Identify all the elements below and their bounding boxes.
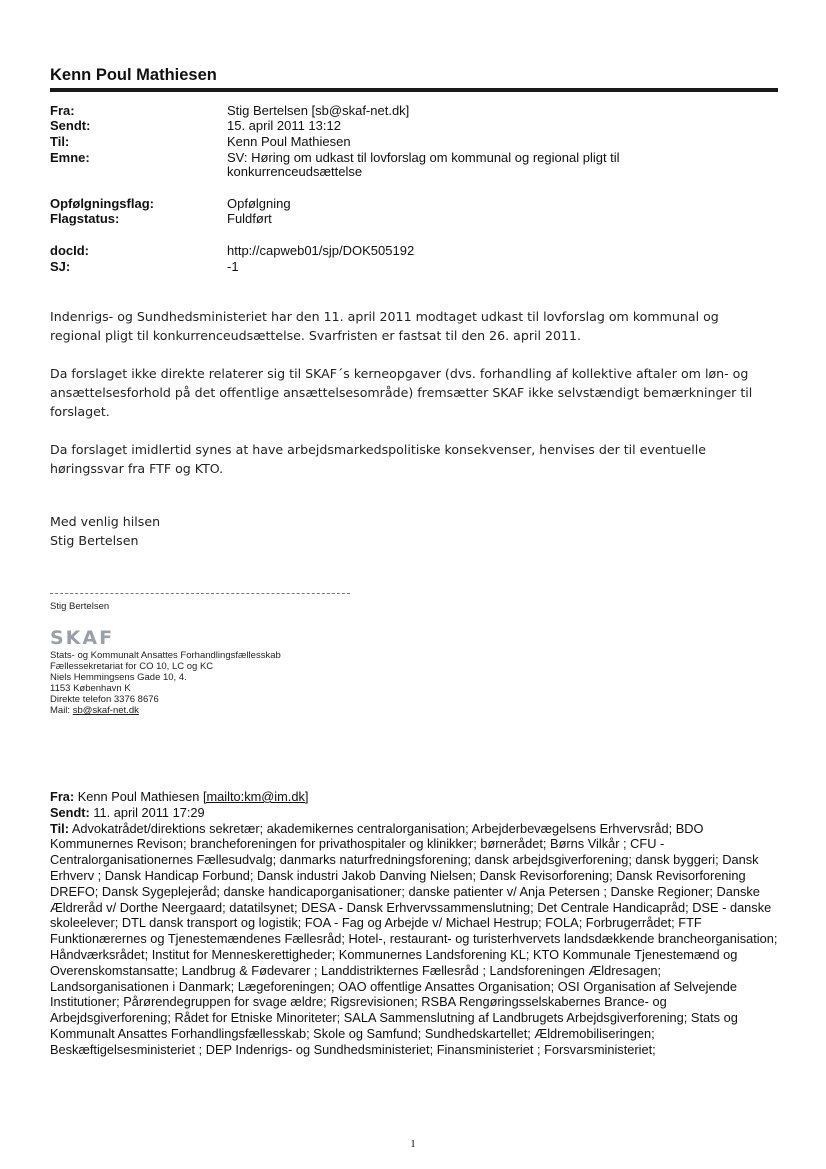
paragraph-text: Indenrigs- og Sundhedsministeriet har den 11. april 2011 modtaget udkast til lovforslag om kommunal og regional pligt til konkurrenceudsættelse. Svarfristen er fastsat til den 26. april 2011.	[50, 309, 719, 343]
header-label: Sendt:	[50, 118, 91, 133]
forwarded-to-line	[50, 821, 780, 1058]
header-value: Fuldført	[227, 211, 272, 226]
title-rule	[50, 88, 778, 92]
sent-value: 11. april 2011 17:29	[93, 804, 205, 820]
signature-line: Direkte telefon 3376 8676	[50, 694, 159, 705]
header-value: Opfølgning	[227, 196, 291, 211]
signature-line: Stats- og Kommunalt Ansattes Forhandlingsfællesskab	[50, 650, 281, 661]
forwarded-message	[50, 789, 780, 1058]
to-label: Til:	[50, 820, 69, 836]
header-value: Kenn Poul Mathiesen	[227, 134, 351, 149]
skaf-logo: SKAF	[50, 627, 115, 649]
closing: Med venlig hilsen	[50, 514, 161, 529]
signature-line: Fællessekretariat for CO 10, LC og KC	[50, 661, 214, 672]
body-paragraph	[50, 440, 772, 478]
from-mailto-link[interactable]: [mailto:km@im.dk]	[202, 789, 309, 804]
document-title: Kenn Poul Mathiesen	[50, 66, 217, 84]
sent-label: Sendt:	[50, 804, 90, 820]
header-value: http://capweb01/sjp/DOK505192	[227, 243, 415, 258]
header-value: -1	[227, 259, 239, 274]
from-label: Fra:	[50, 789, 75, 804]
forwarded-sent-line	[50, 805, 780, 821]
from-name: Kenn Poul Mathiesen	[77, 789, 200, 804]
header-label: SJ:	[50, 259, 71, 274]
header-value: 15. april 2011 13:12	[227, 118, 341, 133]
paragraph-text: Da forslaget imidlertid synes at have arbejdsmarkedspolitiske konsekvenser, henvises der til eventuelle høringssvar fra FTF og KTO.	[50, 442, 707, 476]
forwarded-from-line	[50, 789, 780, 805]
mail-label: Mail:	[50, 705, 73, 716]
body-paragraph	[50, 307, 772, 345]
header-label: Opfølgningsflag:	[50, 196, 154, 211]
body-paragraph	[50, 364, 772, 421]
header-label: docId:	[50, 243, 89, 258]
header-label: Til:	[50, 134, 70, 149]
signature-line: 1153 København K	[50, 683, 131, 694]
header-label: Emne:	[50, 150, 90, 165]
header-label: Fra:	[50, 103, 75, 118]
header-value: Stig Bertelsen [sb@skaf-net.dk]	[227, 103, 410, 118]
header-label: Flagstatus:	[50, 211, 120, 226]
to-recipients: Advokatrådet/direktions sekretær; akademikernes centralorganisation; Arbejderbevægelsens Erhvervsråd; BDO Kommunernes Revison; brancheforeningen for privathospitaler og klinikker; børnerådet; Børns Vilkår ; CFU - Centralorganisationernes Fællesudvalg; danmarks naturfredningsforening; dansk arbejdsgiverforening; dansk byggeri; Dansk Erhverv ; Dansk Handicap Forbund; Dansk industri Jakob Danving Nielsen; Dansk Revisorforening; Dansk Revisorforening DREFO; Dansk Sygeplejeråd; danske handicaporganisationer; danske patienter v/ Anja Petersen ; Danske Regioner; Danske Ældreråd v/ Dorthe Neergaard; datatilsynet; DESA - Dansk Erhvervssammenslutning; Det Centrale Handicapråd; DSE - danske skoleelever; DTL dansk transport og logistik; FOA - Fag og Arbejde v/ Michael Hestrup; FOLA; Forbrugerrådet; FTF Funktionærernes og Tjenestemændenes Fællesråd; Hotel-, restaurant- og turisterhvervets landsdækkende brancheorganisation; Håndværksrådet; Institut for Menneskerettigheder; Kommunernes Landsforening KL; KTO Kommunale Tjenestemænd og Overenskomstansatte; Landbrug & Fødevarer ; Landdistrikternes Fællesråd ; Landsforeningen Ældresagen; Landsorganisationen i Danmark; Lægeforeningen; OAO offentlige Ansattes Organisation; OSI Organisation af Selvejende Institutioner; Pårørendegruppen for svage ældre; Rigsrevisionen; RSBA Rengøringsselskabernes Brance- og Arbejdsgiverforening; Rådet for Etniske Minoriteter; SALA Sammenslutning af Landbrugets Arbejdsgiverforening; Stats og Kommunalt Ansattes Forhandlingsfællesskab; Skole og Samfund; Sundhedskartellet; Ældremobiliseringen; Beskæftigelsesministeriet ; DEP Indenrigs- og Sundhedsministeriet; Finansministeriet ; Forsvarsministeriet;	[50, 820, 778, 1057]
page-number: 1	[410, 1138, 416, 1150]
header-value: SV: Høring om udkast til lovforslag om kommunal og regional pligt til konkurrenceudsættelse	[227, 150, 620, 179]
paragraph-text: Da forslaget ikke direkte relaterer sig til SKAF´s kerneopgaver (dvs. forhandling af kollektive aftaler om løn- og ansættelsesforhold på det offentlige ansættelsesområde) fremsætter SKAF ikke selvstændigt bemærkninger til forslaget.	[50, 366, 753, 419]
signature-name: Stig Bertelsen	[50, 601, 110, 612]
signature-line: Niels Hemmingsens Gade 10, 4.	[50, 672, 187, 683]
signature-divider	[50, 593, 350, 594]
sender-name: Stig Bertelsen	[50, 533, 139, 548]
signature-mail-line	[50, 705, 281, 716]
mail-link[interactable]: sb@skaf-net.dk	[72, 705, 139, 716]
signature-block	[50, 650, 281, 716]
